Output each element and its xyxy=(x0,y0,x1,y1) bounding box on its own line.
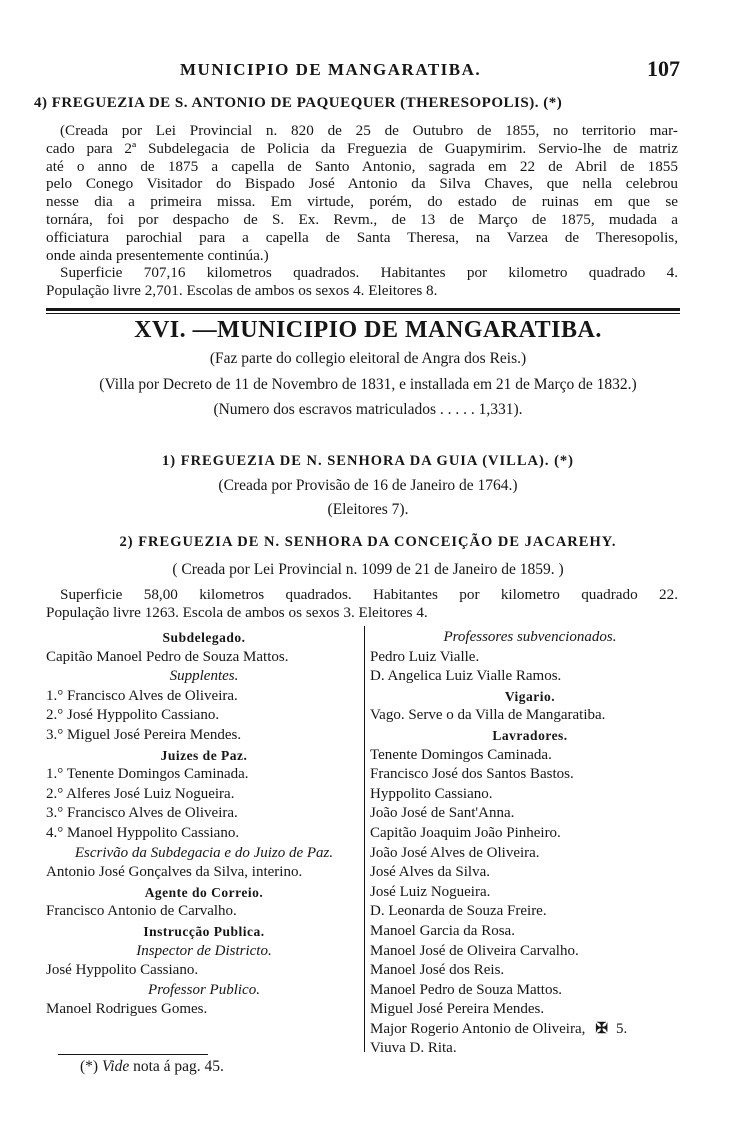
section-4-history xyxy=(46,122,678,264)
person-heading xyxy=(370,687,690,707)
person-entry xyxy=(370,765,690,785)
parish-2-creation: ( Creada por Lei Provincial n. 1099 de 21 de Janeiro de 1859. ) xyxy=(172,561,564,578)
person-text: José Alves da Silva. xyxy=(370,864,490,881)
official-heading xyxy=(46,667,362,687)
official-entry xyxy=(46,863,362,883)
person-text: Francisco José dos Santos Bastos. xyxy=(370,766,574,783)
running-title: MUNICIPIO DE MANGARATIBA. xyxy=(180,60,482,79)
official-text: 4.° Manoel Hyppolito Cassiano. xyxy=(46,824,240,841)
footnote-vide: Vide xyxy=(101,1058,130,1075)
official-text: Francisco Antonio de Carvalho. xyxy=(46,903,237,920)
person-text: D. Leonarda de Souza Freire. xyxy=(370,903,547,920)
official-heading xyxy=(46,883,362,903)
person-heading xyxy=(370,726,690,746)
history-line: pelo Conego Visitador do Bispado José Antonio da Silva Chaves, que nella celebrou xyxy=(46,175,678,193)
person-entry xyxy=(370,1000,690,1020)
official-text: 3.° Francisco Alves de Oliveira. xyxy=(46,805,238,822)
official-text: Manoel Rodrigues Gomes. xyxy=(46,1001,208,1018)
person-text: Lavradores. xyxy=(492,727,568,743)
official-entry xyxy=(46,765,362,785)
person-text: Vigario. xyxy=(504,688,556,704)
officials-column xyxy=(46,628,362,1020)
order-grade: 5. xyxy=(615,1020,628,1037)
official-heading xyxy=(46,628,362,648)
official-entry xyxy=(46,726,362,746)
teachers-farmers-column xyxy=(370,628,690,1059)
official-text: 3.° Miguel José Pereira Mendes. xyxy=(46,726,242,743)
person-entry xyxy=(370,706,690,726)
person-entry xyxy=(370,785,690,805)
official-entry xyxy=(46,785,362,805)
official-heading xyxy=(46,844,362,864)
column-divider xyxy=(364,626,365,1052)
official-heading xyxy=(46,942,362,962)
person-entry xyxy=(370,922,690,942)
official-text: Inspector de Districto. xyxy=(136,942,272,959)
history-line: tornára, foi por despacho de S. Ex. Revm., de 13 de Março de 1875, mudada a xyxy=(46,210,678,228)
official-text: 2.° Alferes José Luiz Nogueira. xyxy=(46,785,235,802)
official-entry xyxy=(46,902,362,922)
history-line: officiatura parochial para a capella de Santa Theresa, na Varzea de Theresopolis, xyxy=(46,228,678,246)
official-entry xyxy=(46,687,362,707)
footnote-rule xyxy=(58,1054,208,1055)
parish-1-creation: (Creada por Provisão de 16 de Janeiro de 1764.) xyxy=(218,477,518,494)
person-text: Manoel José de Oliveira Carvalho. xyxy=(370,942,579,959)
person-entry xyxy=(370,942,690,962)
official-text: 1.° Francisco Alves de Oliveira. xyxy=(46,687,238,704)
history-line: (Creada por Lei Provincial n. 820 de 25 de Outubro de 1855, no territorio mar- xyxy=(60,122,678,139)
person-text: João José Alves de Oliveira. xyxy=(370,844,540,861)
person-heading xyxy=(370,628,690,648)
parish-1-heading: 1) FREGUEZIA DE N. SENHORA DA GUIA (VILLA). (*) xyxy=(162,453,574,469)
official-entry xyxy=(46,648,362,668)
person-text: Miguel José Pereira Mendes. xyxy=(370,1001,545,1018)
person-entry xyxy=(370,804,690,824)
person-entry xyxy=(370,844,690,864)
official-text: Instrucção Publica. xyxy=(143,923,265,939)
official-text: Capitão Manoel Pedro de Souza Mattos. xyxy=(46,648,289,665)
history-line: até o anno de 1875 a capella de Santo Antonio, sagrada em 22 de Abril de 1855 xyxy=(46,157,678,175)
person-text: Manoel Garcia da Rosa. xyxy=(370,922,515,939)
history-line: nesse dia a primeira missa. Em virtude, porém, do estado de ruinas em que se xyxy=(46,193,678,211)
person-text: José Luiz Nogueira. xyxy=(370,883,491,900)
official-text: 2.° José Hyppolito Cassiano. xyxy=(46,707,220,724)
person-text: Manoel Pedro de Souza Mattos. xyxy=(370,981,563,998)
official-entry xyxy=(46,1000,362,1020)
parish-2-stats xyxy=(46,586,678,622)
official-text: Subdelegado. xyxy=(162,630,246,645)
official-heading xyxy=(46,746,362,766)
person-text: Major Rogerio Antonio de Oliveira, xyxy=(370,1020,586,1037)
person-entry xyxy=(370,648,690,668)
person-entry xyxy=(370,961,690,981)
person-text: D. Angelica Luiz Vialle Ramos. xyxy=(370,668,562,685)
person-text: Manoel José dos Reis. xyxy=(370,962,505,979)
official-entry xyxy=(46,961,362,981)
section-4-stats xyxy=(46,264,678,300)
footnote xyxy=(80,1058,224,1076)
villa-decree-note: (Villa por Decreto de 11 de Novembro de 1831, e installada em 21 de Março de 1832.) xyxy=(99,376,637,393)
official-heading xyxy=(46,981,362,1001)
divider-rule xyxy=(46,308,680,311)
history-line: cado para 2ª Subdelegacia de Policia da Freguezia de Guapymirim. Servio-lhe de matriz xyxy=(46,139,678,157)
official-entry xyxy=(46,706,362,726)
person-text: Vago. Serve o da Villa de Mangaratiba. xyxy=(370,707,606,724)
official-heading xyxy=(46,922,362,942)
person-text: Professores subvencionados. xyxy=(443,629,617,645)
parish-2-heading: 2) FREGUEZIA DE N. SENHORA DA CONCEIÇÃO DE JACAREHY. xyxy=(119,534,617,550)
chapter-title: XVI. —MUNICIPIO DE MANGARATIBA. xyxy=(134,317,602,343)
official-entry xyxy=(46,824,362,844)
person-entry xyxy=(370,863,690,883)
person-text: Viuva D. Rita. xyxy=(370,1040,457,1057)
stats-line: População livre 2,701. Escolas de ambos os sexos 4. Eleitores 8. xyxy=(46,281,438,299)
person-text: Tenente Domingos Caminada. xyxy=(370,746,552,763)
official-text: Agente do Correio. xyxy=(144,884,264,900)
official-text: Antonio José Gonçalves da Silva, interino. xyxy=(46,864,303,881)
official-text: Juizes de Paz. xyxy=(160,747,248,763)
person-entry xyxy=(370,667,690,687)
person-entry xyxy=(370,746,690,766)
divider-rule xyxy=(46,313,680,314)
electoral-college-note: (Faz parte do collegio eleitoral de Angra dos Reis.) xyxy=(209,350,527,367)
person-entry xyxy=(370,1020,690,1040)
stats-line: Superficie 58,00 kilometros quadrados. Habitantes por kilometro quadrado 22. xyxy=(60,586,678,603)
parish-1-electors: (Eleitores 7). xyxy=(327,501,409,518)
page-number: 107 xyxy=(647,56,680,81)
person-text: Pedro Luiz Vialle. xyxy=(370,648,480,665)
official-text: Escrivão da Subdegacia e do Juizo de Paz. xyxy=(74,844,334,861)
official-text: Professor Publico. xyxy=(148,981,260,998)
stats-line: População livre 1263. Escola de ambos os sexos 3. Eleitores 4. xyxy=(46,603,428,621)
stats-line: Superficie 707,16 kilometros quadrados. Habitantes por kilometro quadrado 4. xyxy=(60,264,678,281)
slaves-count-note: (Numero dos escravos matriculados . . . . . 1,331). xyxy=(213,401,523,418)
person-entry xyxy=(370,981,690,1001)
order-cross-icon: ✠ xyxy=(595,1020,608,1037)
footnote-marker: (*) xyxy=(80,1058,99,1075)
official-text: 1.° Tenente Domingos Caminada. xyxy=(46,766,249,783)
footnote-text: nota á pag. 45. xyxy=(133,1058,224,1075)
section-4-heading: 4) FREGUEZIA DE S. ANTONIO DE PAQUEQUER (THERESOPOLIS). (*) xyxy=(34,95,563,111)
person-text: Capitão Joaquim João Pinheiro. xyxy=(370,824,561,841)
person-entry xyxy=(370,902,690,922)
official-entry xyxy=(46,804,362,824)
official-text: Supplentes. xyxy=(169,668,239,685)
person-text: Hyppolito Cassiano. xyxy=(370,785,493,802)
person-entry xyxy=(370,1039,690,1059)
official-text: José Hyppolito Cassiano. xyxy=(46,962,199,979)
history-line: onde ainda presentemente continúa.) xyxy=(46,246,269,264)
person-entry xyxy=(370,824,690,844)
person-text: João José de Sant'Anna. xyxy=(370,805,515,822)
person-entry xyxy=(370,883,690,903)
